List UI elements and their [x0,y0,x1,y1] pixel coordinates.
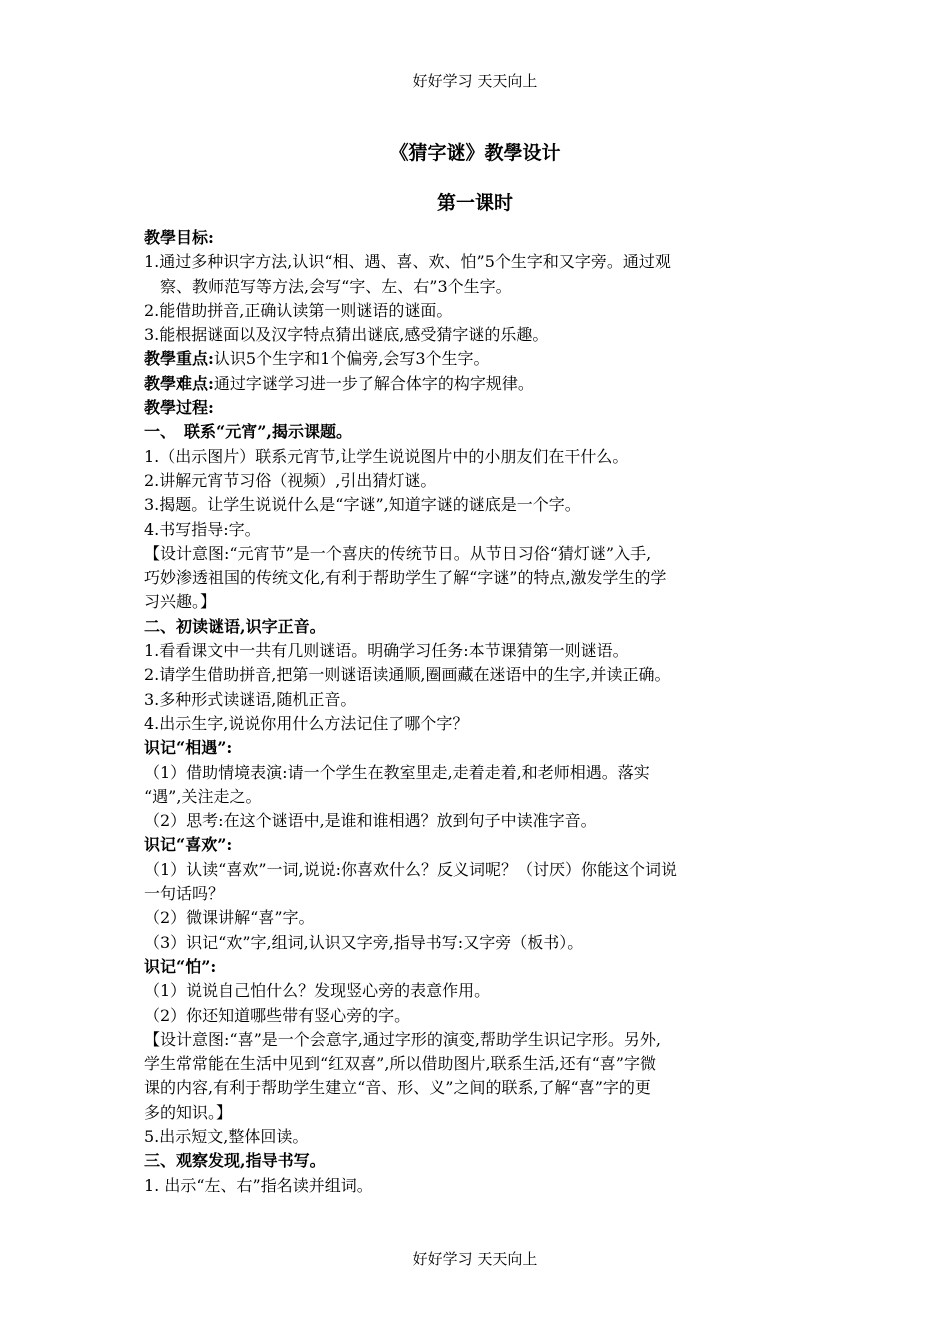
memorize-xihuan-3: （3）识记“欢”字,组词,认识又字旁,指导书写:又字旁（板书）。 [144,932,584,952]
page-footer: 好好学习 天天向上 [412,1250,538,1268]
goal-3: 3.能根据谜面以及汉字特点猜出谜底,感受猜字谜的乐趣。 [144,325,549,345]
process-heading: 教學过程: [144,398,214,418]
section-2-item-4: 4.出示生字,说说你用什么方法记住了哪个字？ [144,713,469,733]
goal-1-line-1: 1.通过多种识字方法,认识“相、遇、喜、欢、怕”5个生字和又字旁。通过观 [144,252,671,272]
page-header: 好好学习 天天向上 [412,72,538,90]
memorize-xiangyu-1-line-2: “遇”,关注走之。 [144,786,262,806]
memorize-xihuan-2: （2）微课讲解“喜”字。 [144,908,315,928]
goal-2: 2.能借助拼音,正确认读第一则谜语的谜面。 [144,300,453,320]
key-text: 认识5个生字和1个偏旁,会写3个生字。 [213,349,490,369]
section-2-item-3: 3.多种形式读谜语,随机正音。 [144,689,357,709]
design-note-2-line-4: 多的知识。】 [144,1102,233,1122]
design-note-1-line-2: 巧妙渗透祖国的传统文化,有利于帮助学生了解“字谜”的特点,激发学生的学 [144,568,667,588]
memorize-xihuan-1-line-1: （1）认读“喜欢”一词,说说:你喜欢什么？反义词呢？（讨厌）你能这个词说 [144,859,678,879]
memorize-pa-heading: 识记“怕”: [144,956,217,976]
goals-heading: 教學目标: [144,228,214,247]
design-note-2-line-2: 学生常常能在生活中见到“红双喜”,所以借助图片,联系生活,还有“喜”字微 [144,1054,656,1074]
document-title: 《猜字谜》教學设计 [389,142,561,164]
lesson-subtitle: 第一课时 [436,192,513,214]
memorize-xiangyu-heading: 识记“相遇”: [144,738,233,758]
memorize-xiangyu-2: （2）思考:在这个谜语中,是谁和谁相遇？放到句子中读准字音。 [144,811,597,831]
document-body [144,226,812,1198]
memorize-pa-1: （1）说说自己怕什么？发现竖心旁的表意作用。 [144,981,491,1001]
memorize-xiangyu-1-line-1: （1）借助情境表演:请一个学生在教室里走,走着走着,和老师相遇。落实 [144,762,650,782]
design-note-2-line-1: 【设计意图:“喜”是一个会意字,通过字形的演变,帮助学生识记字形。另外, [144,1029,662,1049]
difficult-points [144,372,812,396]
section-2-item-2: 2.请学生借助拼音,把第一则谜语读通顺,圈画藏在迷语中的生字,并读正确。 [144,665,671,685]
design-note-2-line-3: 课的内容,有利于帮助学生建立“音、形、义”之间的联系,了解“喜”字的更 [144,1078,651,1098]
memorize-xihuan-heading: 识记“喜欢”: [144,835,233,855]
section-3-item-1: 1. 出示“左、右”指名读并组词。 [144,1175,373,1195]
section-1-item-4: 4.书写指导:字。 [144,519,261,539]
memorize-xihuan-1-line-2: 一句话吗？ [144,884,225,904]
difficult-text: 通过字谜学习进一步了解合体字的构字规律。 [213,373,534,393]
section-2-item-1: 1.看看课文中一共有几则谜语。明确学习任务:本节课猜第一则谜语。 [144,641,629,661]
design-note-1-line-1: 【设计意图:“元宵节”是一个喜庆的传统节日。从节日习俗“猜灯谜”入手, [144,543,652,563]
section-1-item-3: 3.揭题。让学生说说什么是“字谜”,知道字谜的谜底是一个字。 [144,495,581,515]
section-2-heading: 二、初读谜语,识字正音。 [144,616,326,636]
goal-1-line-2: 察、教师范写等方法,会写“字、左、右”3个生字。 [160,276,512,296]
key-label: 教學重点: [144,349,214,369]
design-note-1-line-3: 习兴趣。】 [144,592,217,612]
difficult-label: 教學难点: [144,373,214,393]
section-1-heading: 一、 联系“元宵”,揭示课题。 [144,422,352,442]
memorize-pa-2: （2）你还知道哪些带有竖心旁的字。 [144,1005,411,1025]
section-1-item-1: 1.（出示图片）联系元宵节,让学生说说图片中的小朋友们在干什么。 [144,446,629,466]
section-2-item-5: 5.出示短文,整体回读。 [144,1126,309,1146]
key-points [144,347,812,371]
section-3-heading: 三、观察发现,指导书写。 [144,1151,326,1171]
section-1-item-2: 2.讲解元宵节习俗（视频）,引出猜灯谜。 [144,470,437,490]
